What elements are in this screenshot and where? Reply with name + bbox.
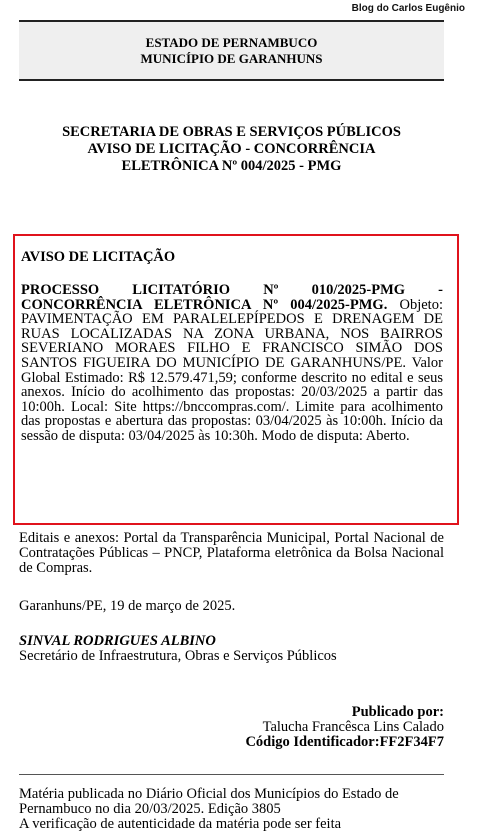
- title-line-2: AVISO DE LICITAÇÃO - CONCORRÊNCIA: [87, 141, 376, 157]
- process-number: PROCESSO LICITATÓRIO Nº 010/2025-PMG - CONCORRÊNCIA ELETRÔNICA Nº 004/2025-PMG.: [21, 282, 443, 313]
- header-municipality: MUNICÍPIO DE GARANHUNS: [140, 51, 323, 66]
- aviso-highlight-box: [13, 234, 459, 525]
- identifier-label: Código Identificador:: [245, 734, 380, 750]
- place-date: Garanhuns/PE, 19 de março de 2025.: [19, 598, 236, 614]
- header-state: ESTADO DE PERNAMBUCO: [145, 35, 318, 50]
- aviso-heading: AVISO DE LICITAÇÃO: [21, 249, 176, 265]
- identifier-code: [19, 735, 444, 750]
- title-line-1: SECRETARIA DE OBRAS E SERVIÇOS PÚBLICOS: [62, 124, 401, 140]
- aviso-details: Objeto: PAVIMENTAÇÃO EM PARALELEPÍPEDOS E DRENAGEM DE RUAS LOCALIZADAS NA ZONA URBANA, NOS BAIRROS SEVERIANO MORAES FILHO E FRANCISCO SIMÃO DOS SANTOS FIGUEIRA DO MUNICÍPIO DE GARANHUNS/PE. Valor Global Estimado: R$ 12.579.471,59; conforme descrito no edital e seus anexos. Início do acolhimento das propostas: 20/03/2025 a partir das 10:00h. Local: Site https://bnccompras.com/. Limite para acolhimento das propostas e abertura das propostas: 03/04/2025 às 10:00h. Início da sessão de disputa: 03/04/2025 às 10:30h. Modo de disputa: Aberto.: [21, 296, 443, 444]
- aviso-body: [21, 283, 443, 444]
- published-by-label: Publicado por:: [351, 704, 444, 720]
- title-line-3: ELETRÔNICA Nº 004/2025 - PMG: [121, 158, 342, 174]
- publication-block: [19, 705, 444, 750]
- document-title: [19, 124, 444, 175]
- signatory-name: SINVAL RODRIGUES ALBINO: [19, 633, 216, 649]
- identifier-value: FF2F34F7: [379, 734, 444, 750]
- footer-line-1: Matéria publicada no Diário Oficial dos Municípios do Estado de Pernambuco no dia 20/03/2025. Edição 3805: [19, 786, 399, 817]
- blog-watermark: Blog do Carlos Eugênio: [351, 3, 465, 14]
- footer-note: [19, 787, 444, 832]
- footer-divider: [19, 774, 444, 775]
- publisher-name: Talucha Francêsca Lins Calado: [262, 719, 444, 735]
- footer-line-2: A verificação de autenticidade da matéria pode ser feita: [19, 816, 342, 832]
- header-banner: [19, 20, 444, 81]
- signature-block: [19, 634, 444, 664]
- signatory-role: Secretário de Infraestrutura, Obras e Serviços Públicos: [19, 648, 337, 664]
- editais-paragraph: Editais e anexos: Portal da Transparência Municipal, Portal Nacional de Contratações Públicas – PNCP, Plataforma eletrônica da Bolsa Nacional de Compras.: [19, 530, 444, 576]
